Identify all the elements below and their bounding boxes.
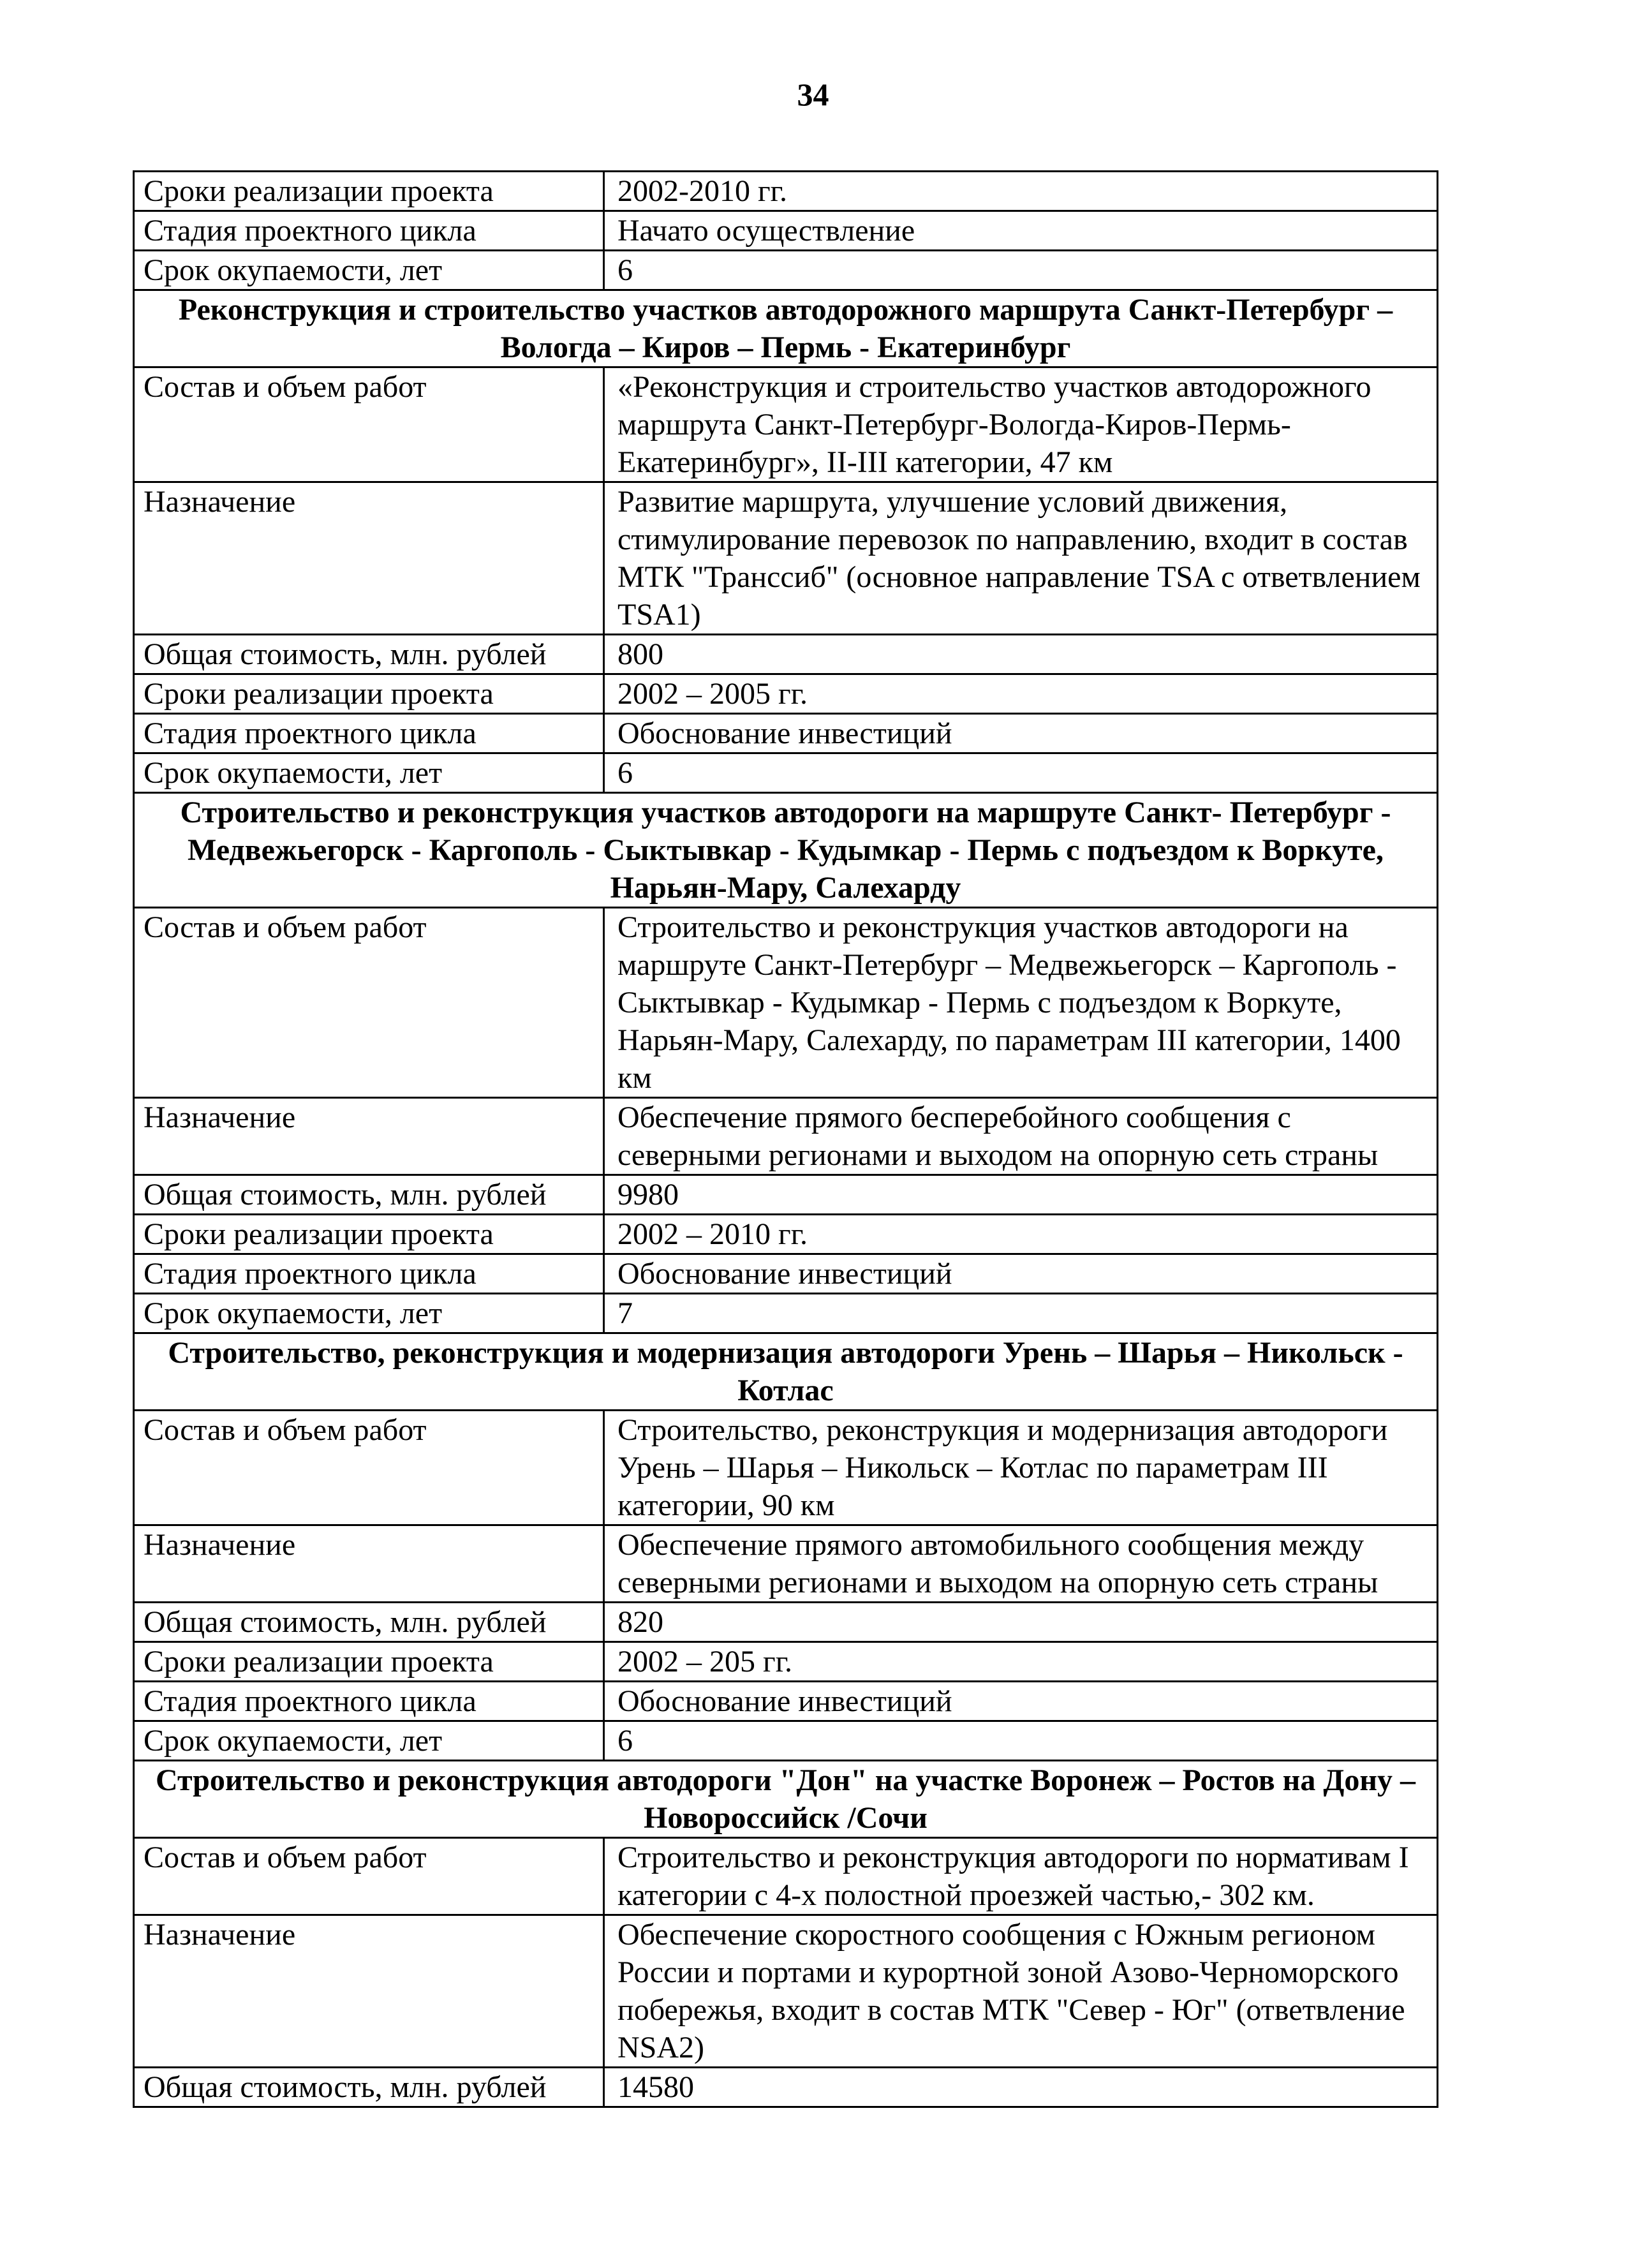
row-label: Сроки реализации проекта — [134, 1642, 604, 1682]
table-row — [134, 172, 1438, 211]
table-row — [134, 1098, 1438, 1175]
projects-table — [133, 170, 1438, 2108]
table-row — [134, 1642, 1438, 1682]
row-label: Срок окупаемости, лет — [134, 1294, 604, 1333]
table-row — [134, 1525, 1438, 1603]
section-header-row — [134, 1761, 1438, 1838]
table-row — [134, 1682, 1438, 1721]
table-row — [134, 1254, 1438, 1294]
table-row — [134, 1721, 1438, 1761]
row-label: Стадия проектного цикла — [134, 1682, 604, 1721]
row-label: Состав и объем работ — [134, 908, 604, 1098]
row-label: Срок окупаемости, лет — [134, 753, 604, 793]
table-row — [134, 1838, 1438, 1915]
row-label: Состав и объем работ — [134, 367, 604, 482]
row-value: Обеспечение скоростного сообщения с Южным регионом России и портами и курортной зоной Азово-Черноморского побережья, входит в состав МТК "Север - Юг" (ответвление NSA2) — [604, 1915, 1438, 2068]
table-row — [134, 2068, 1438, 2107]
row-label: Назначение — [134, 1525, 604, 1603]
section-header-row — [134, 793, 1438, 908]
table-row — [134, 1411, 1438, 1525]
table-row — [134, 1175, 1438, 1215]
row-value: 6 — [604, 753, 1438, 793]
row-value: Обоснование инвестиций — [604, 1682, 1438, 1721]
table-row — [134, 1294, 1438, 1333]
projects-table-body — [134, 172, 1438, 2107]
row-value: Строительство, реконструкция и модернизация автодороги Урень – Шарья – Никольск – Котлас по параметрам III категории, 90 км — [604, 1411, 1438, 1525]
table-row — [134, 753, 1438, 793]
row-value: 2002 – 2005 гг. — [604, 674, 1438, 714]
row-value: 2002 – 205 гг. — [604, 1642, 1438, 1682]
table-row — [134, 1603, 1438, 1642]
row-label: Общая стоимость, млн. рублей — [134, 635, 604, 674]
row-label: Сроки реализации проекта — [134, 172, 604, 211]
row-value: Обеспечение прямого автомобильного сообщения между северными регионами и выходом на опорную сеть страны — [604, 1525, 1438, 1603]
row-label: Срок окупаемости, лет — [134, 251, 604, 290]
row-label: Назначение — [134, 1098, 604, 1175]
row-value: «Реконструкция и строительство участков автодорожного маршрута Санкт-Петербург-Вологда-Киров-Пермь-Екатеринбург», II-III категории, 47 км — [604, 367, 1438, 482]
row-value: 800 — [604, 635, 1438, 674]
row-label: Состав и объем работ — [134, 1838, 604, 1915]
row-value: 14580 — [604, 2068, 1438, 2107]
row-label: Стадия проектного цикла — [134, 211, 604, 251]
table-row — [134, 1915, 1438, 2068]
row-label: Общая стоимость, млн. рублей — [134, 1603, 604, 1642]
row-label: Срок окупаемости, лет — [134, 1721, 604, 1761]
row-value: 820 — [604, 1603, 1438, 1642]
table-row — [134, 1215, 1438, 1254]
table-row — [134, 714, 1438, 753]
section-title: Строительство и реконструкция участков автодороги на маршруте Санкт- Петербург - Медвежьегорск - Каргополь - Сыктывкар - Кудымкар - Пермь с подъездом к Воркуте, Нарьян-Мару, Салехарду — [134, 793, 1438, 908]
row-label: Общая стоимость, млн. рублей — [134, 1175, 604, 1215]
table-row — [134, 908, 1438, 1098]
row-label: Назначение — [134, 1915, 604, 2068]
row-label: Сроки реализации проекта — [134, 1215, 604, 1254]
row-value: 6 — [604, 1721, 1438, 1761]
row-value: Обоснование инвестиций — [604, 1254, 1438, 1294]
table-row — [134, 251, 1438, 290]
row-label: Стадия проектного цикла — [134, 714, 604, 753]
row-value: Строительство и реконструкция участков автодороги на маршруте Санкт-Петербург – Медвежьегорск – Каргополь - Сыктывкар - Кудымкар - Пермь с подъездом к Воркуте, Нарьян-Мару, Салехарду, по параметрам III категории, 1400 км — [604, 908, 1438, 1098]
row-label: Сроки реализации проекта — [134, 674, 604, 714]
section-header-row — [134, 1333, 1438, 1411]
table-row — [134, 674, 1438, 714]
table-row — [134, 482, 1438, 635]
table-row — [134, 635, 1438, 674]
section-title: Строительство, реконструкция и модернизация автодороги Урень – Шарья – Никольск - Котлас — [134, 1333, 1438, 1411]
row-value: 2002 – 2010 гг. — [604, 1215, 1438, 1254]
row-label: Назначение — [134, 482, 604, 635]
section-header-row — [134, 290, 1438, 367]
row-value: Строительство и реконструкция автодороги по нормативам I категории с 4-х полостной проезжей частью,- 302 км. — [604, 1838, 1438, 1915]
row-value: 2002-2010 гг. — [604, 172, 1438, 211]
table-row — [134, 211, 1438, 251]
row-value: Развитие маршрута, улучшение условий движения, стимулирование перевозок по направлению, входит в состав МТК "Транссиб" (основное направление TSA с ответвлением TSA1) — [604, 482, 1438, 635]
row-value: Обеспечение прямого бесперебойного сообщения с северными регионами и выходом на опорную сеть страны — [604, 1098, 1438, 1175]
row-label: Общая стоимость, млн. рублей — [134, 2068, 604, 2107]
page-number: 34 — [797, 77, 829, 112]
row-value: 9980 — [604, 1175, 1438, 1215]
row-value: 6 — [604, 251, 1438, 290]
row-value: Начато осуществление — [604, 211, 1438, 251]
section-title: Строительство и реконструкция автодороги "Дон" на участке Воронеж – Ростов на Дону – Новороссийск /Сочи — [134, 1761, 1438, 1838]
row-value: 7 — [604, 1294, 1438, 1333]
row-label: Стадия проектного цикла — [134, 1254, 604, 1294]
row-label: Состав и объем работ — [134, 1411, 604, 1525]
row-value: Обоснование инвестиций — [604, 714, 1438, 753]
table-row — [134, 367, 1438, 482]
section-title: Реконструкция и строительство участков автодорожного маршрута Санкт-Петербург – Вологда – Киров – Пермь - Екатеринбург — [134, 290, 1438, 367]
